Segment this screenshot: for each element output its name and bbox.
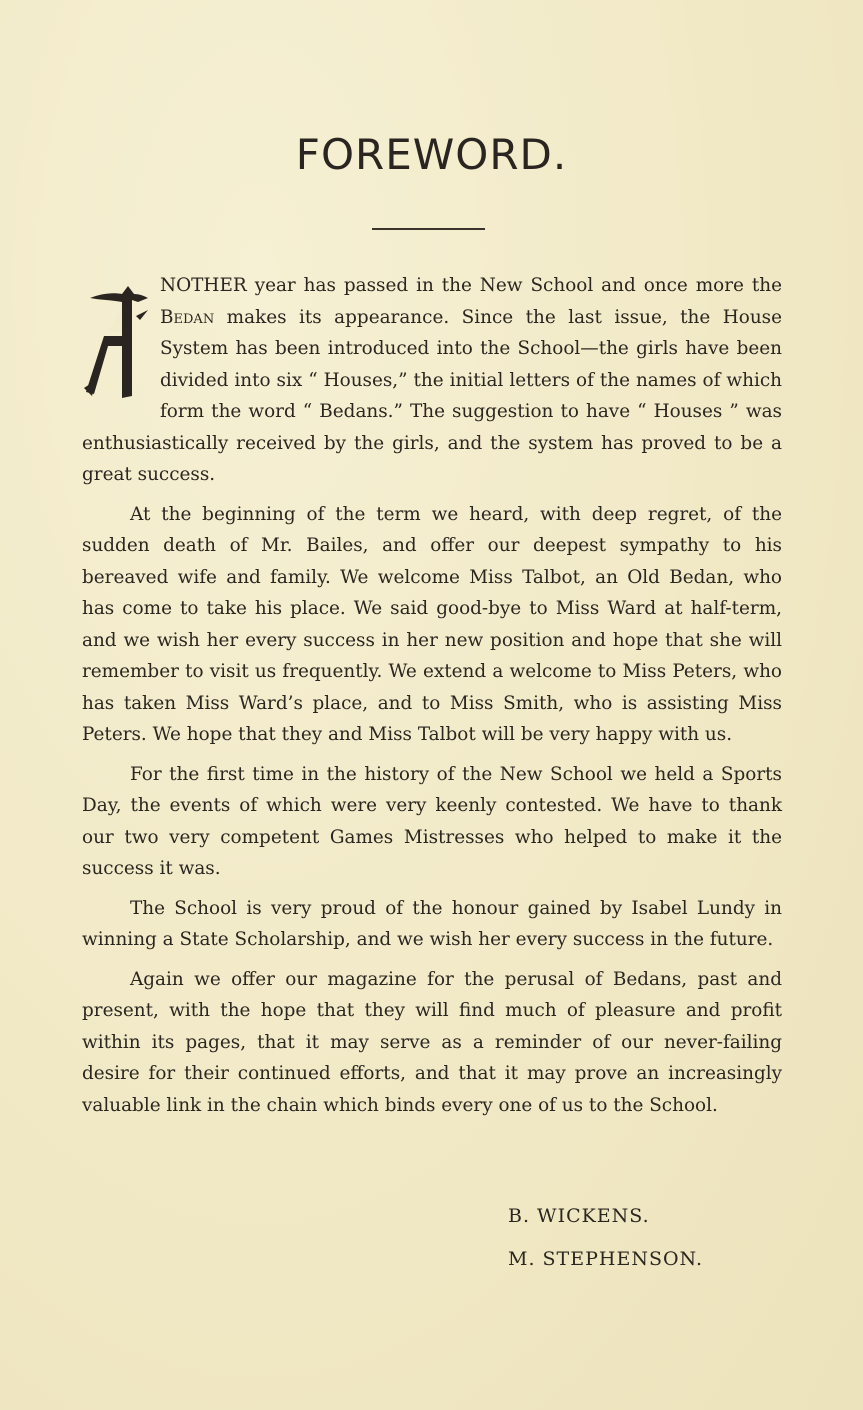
paragraph-1-rest: makes its appearance. Since the last issue, the House System has been introduced into the School—the girls have been divided into six “ Houses,” the initial letters of the names of which form the word “ Bedans.” The suggestion to have “ Houses ” was enthusiastically received by the girls, and the system has proved to be a great success. [82, 306, 782, 485]
page-title: FOREWORD. [295, 130, 568, 179]
paragraph-1-start: NOTHER year has passed in the New School and once more the [160, 275, 782, 296]
paragraph-5: Again we offer our magazine for the perusal of Bedans, past and present, with the hope that they will find much of pleasure and profit within its pages, that it may serve as a reminder of our never-failing desire for their continued efforts, and that it may prove an increasingly valuable link in the chain which binds every one of us to the School. [82, 968, 782, 1116]
signature-2: M. STEPHENSON. [508, 1248, 703, 1270]
paragraph-1 [82, 270, 782, 491]
foreword-body [82, 270, 782, 1129]
bedan-title: Bedan [160, 306, 215, 328]
title-rule [372, 228, 485, 230]
dropcap-a-icon [82, 276, 152, 400]
paragraph-2: At the beginning of the term we heard, with deep regret, of the sudden death of Mr. Bailes, and offer our deepest sympathy to his bereaved wife and family. We welcome Miss Talbot, an Old Bedan, who has come to take his place. We said good-bye to Miss Ward at half-term, and we wish her every success in her new position and hope that she will remember to visit us frequently. We extend a welcome to Miss Peters, who has taken Miss Ward’s place, and to Miss Smith, who is assisting Miss Peters. We hope that they and Miss Talbot will be very happy with us. [82, 503, 782, 745]
signature-1: B. WICKENS. [508, 1205, 650, 1227]
paragraph-3: For the first time in the history of the New School we held a Sports Day, the events of which were very keenly contested. We have to thank our two very competent Games Mistresses who helped to make it the success it was. [82, 763, 782, 879]
paragraph-4: The School is very proud of the honour gained by Isabel Lundy in winning a State Scholarship, and we wish her every success in the future. [82, 897, 782, 950]
